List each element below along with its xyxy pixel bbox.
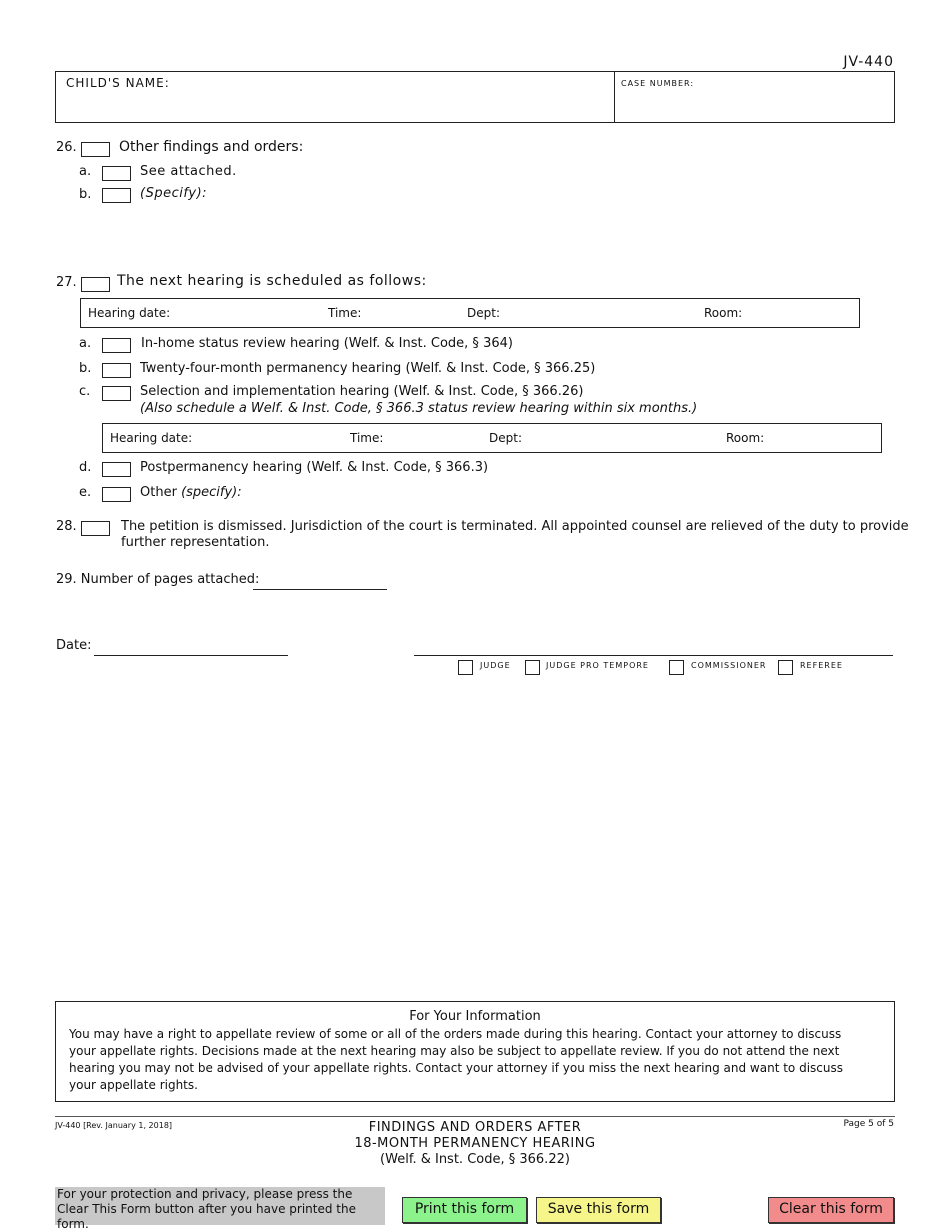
- commissioner-label: COMMISSIONER: [691, 661, 767, 670]
- item-26a-checkbox[interactable]: [102, 166, 131, 181]
- item-27d-letter: d.: [79, 460, 92, 475]
- judge-pro-tem-checkbox[interactable]: [525, 660, 540, 675]
- form-title: [0, 1120, 950, 1168]
- print-button[interactable]: Print this form: [402, 1197, 527, 1223]
- judge-label: JUDGE: [480, 661, 511, 670]
- page-number: Page 5 of 5: [843, 1119, 894, 1129]
- form-title-line1: FINDINGS AND ORDERS AFTER: [368, 1120, 582, 1135]
- form-title-line3: (Welf. & Inst. Code, § 366.22): [380, 1152, 570, 1167]
- hearing-time-label: Time:: [328, 306, 362, 320]
- item-28-checkbox[interactable]: [81, 521, 110, 536]
- item-26b-label: (Specify):: [140, 186, 208, 201]
- item-26b-checkbox[interactable]: [102, 188, 131, 203]
- item-27e-text: Other: [140, 485, 177, 500]
- item-27c-note: (Also schedule a Welf. & Inst. Code, § 366.3 status review hearing within six months.): [140, 401, 698, 416]
- item-27c-letter: c.: [79, 384, 91, 399]
- form-revision: JV-440 [Rev. January 1, 2018]: [55, 1121, 173, 1130]
- item-26-checkbox[interactable]: [81, 142, 110, 157]
- hearing-date-label-2: Hearing date:: [110, 431, 193, 445]
- item-27-label: The next hearing is scheduled as follows:: [117, 273, 427, 289]
- item-27a-checkbox[interactable]: [102, 338, 131, 353]
- item-26b-letter: b.: [79, 187, 92, 202]
- privacy-note: [55, 1187, 385, 1231]
- item-27d-label: Postpermanency hearing (Welf. & Inst. Code, § 366.3): [140, 460, 489, 475]
- item-26-label: Other findings and orders:: [119, 139, 304, 155]
- selection-hearing-box[interactable]: [102, 423, 882, 453]
- clear-button[interactable]: Clear this form: [768, 1197, 894, 1223]
- judge-checkbox[interactable]: [458, 660, 473, 675]
- date-label: Date:: [56, 638, 92, 653]
- footer-divider: [55, 1116, 895, 1117]
- hearing-room-label-2: Room:: [726, 431, 765, 445]
- hearing-dept-label: Dept:: [467, 306, 500, 320]
- item-27b-letter: b.: [79, 361, 92, 376]
- item-27b-checkbox[interactable]: [102, 363, 131, 378]
- hearing-dept-label-2: Dept:: [489, 431, 522, 445]
- hearing-date-label: Hearing date:: [88, 306, 171, 320]
- item-27a-label: In-home status review hearing (Welf. & Inst. Code, § 364): [141, 336, 513, 351]
- item-27e-specify: (specify):: [181, 485, 242, 500]
- item-27-number: 27.: [56, 275, 77, 290]
- save-button[interactable]: Save this form: [536, 1197, 661, 1223]
- item-27a-letter: a.: [79, 336, 92, 351]
- form-title-line2: 18-MONTH PERMANENCY HEARING: [354, 1136, 596, 1151]
- item-27e-letter: e.: [79, 485, 92, 500]
- item-28-line1: The petition is dismissed. Jurisdiction of the court is terminated. All appointed counsel are relieved of the duty to provide: [121, 519, 909, 534]
- judge-pro-tem-label: JUDGE PRO TEMPORE: [546, 661, 649, 670]
- referee-checkbox[interactable]: [778, 660, 793, 675]
- item-26-number: 26.: [56, 140, 77, 155]
- information-title: For Your Information: [409, 1009, 541, 1024]
- case-number-label: CASE NUMBER:: [621, 79, 695, 88]
- next-hearing-box[interactable]: [80, 298, 860, 328]
- hearing-room-label: Room:: [704, 306, 743, 320]
- item-27-checkbox[interactable]: [81, 277, 110, 292]
- caption-box: [55, 71, 895, 123]
- child-name-label: CHILD'S NAME:: [66, 76, 170, 90]
- signature-line[interactable]: [414, 641, 893, 656]
- information-box: [55, 1001, 895, 1102]
- child-name-field[interactable]: [56, 72, 615, 122]
- item-27c-label: Selection and implementation hearing (Welf. & Inst. Code, § 366.26): [140, 384, 584, 399]
- item-27e-checkbox[interactable]: [102, 487, 131, 502]
- date-field[interactable]: [94, 641, 288, 656]
- item-27e-label: [140, 485, 242, 500]
- form-number: JV-440: [843, 54, 894, 70]
- information-body: You may have a right to appellate review of some or all of the orders made during this hearing. Contact your attorney to discuss your appellate rights. Decisions made at the next hearing may also be subject to appellate review. If you do not attend the next hearing you may not be advised of your appellate rights. Contact your attorney if you miss the next hearing and want to discuss your appellate rights.: [69, 1027, 843, 1092]
- item-26a-label: See attached.: [140, 164, 237, 179]
- hearing-time-label-2: Time:: [350, 431, 384, 445]
- item-27c-checkbox[interactable]: [102, 386, 131, 401]
- referee-label: REFEREE: [800, 661, 843, 670]
- item-26a-letter: a.: [79, 164, 92, 179]
- pages-attached-field[interactable]: [253, 575, 387, 590]
- commissioner-checkbox[interactable]: [669, 660, 684, 675]
- item-28-number: 28.: [56, 519, 77, 534]
- item-28-line2: further representation.: [121, 535, 270, 550]
- item-27d-checkbox[interactable]: [102, 462, 131, 477]
- item-27b-label: Twenty-four-month permanency hearing (Welf. & Inst. Code, § 366.25): [140, 361, 596, 376]
- item-29-label: 29. Number of pages attached:: [56, 572, 260, 587]
- privacy-note-text: For your protection and privacy, please press the Clear This Form button after you have printed the form.: [57, 1187, 356, 1231]
